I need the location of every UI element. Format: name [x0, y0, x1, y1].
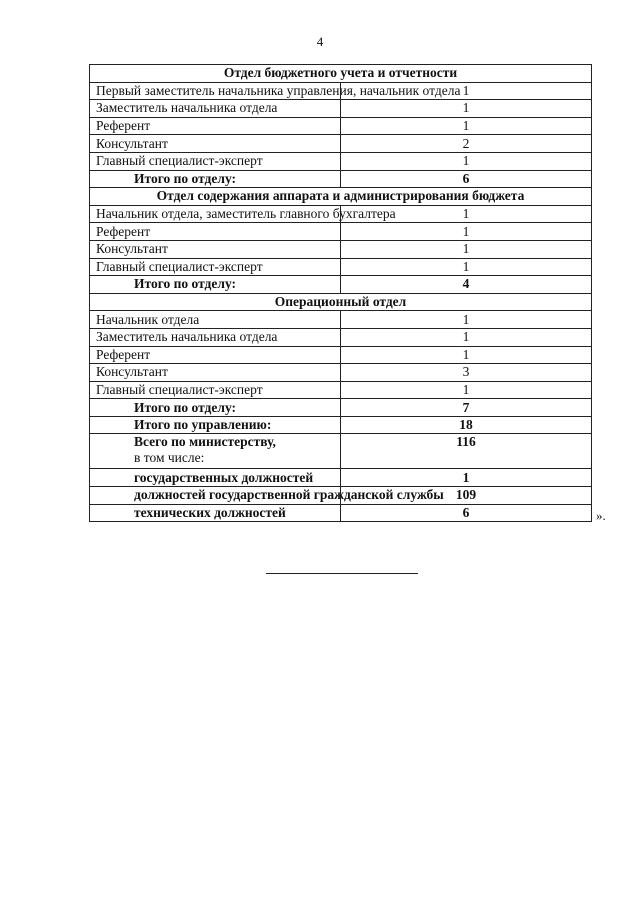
position-name: Консультант [90, 135, 341, 153]
table-row [90, 328, 592, 346]
position-count: 1 [341, 117, 592, 135]
ministry-total-cell [90, 434, 341, 469]
table-row [90, 258, 592, 276]
ministry-total-sub: в том числе: [134, 450, 205, 466]
state-positions-value: 1 [341, 469, 592, 487]
position-name: Начальник отдела [90, 311, 341, 329]
table-row [90, 82, 592, 100]
technical-label: технических должностей [90, 504, 341, 522]
position-count: 1 [341, 205, 592, 223]
section-total-value: 7 [341, 399, 592, 417]
position-count: 1 [341, 328, 592, 346]
table-row [90, 381, 592, 399]
position-count: 1 [341, 311, 592, 329]
position-name: Главный специалист-эксперт [90, 381, 341, 399]
position-name: Заместитель начальника отдела [90, 100, 341, 118]
position-name: Заместитель начальника отдела [90, 328, 341, 346]
position-name: Главный специалист-эксперт [90, 258, 341, 276]
section-total-row [90, 399, 592, 417]
section-title: Отдел бюджетного учета и отчетности [90, 65, 592, 83]
table-row [90, 117, 592, 135]
staff-table [89, 64, 592, 522]
position-count: 1 [341, 381, 592, 399]
ministry-total-value: 116 [341, 434, 592, 469]
section-total-row [90, 170, 592, 188]
ministry-total-row [90, 434, 592, 469]
section-header [90, 188, 592, 206]
position-count: 1 [341, 152, 592, 170]
position-count: 3 [341, 364, 592, 382]
table-row [90, 223, 592, 241]
section-header [90, 293, 592, 311]
section-total-row [90, 276, 592, 294]
position-count: 2 [341, 135, 592, 153]
table-row [90, 311, 592, 329]
position-name: Консультант [90, 364, 341, 382]
technical-value: 6 [341, 504, 592, 522]
table-row [90, 346, 592, 364]
section-total-value: 4 [341, 276, 592, 294]
table-row [90, 240, 592, 258]
civil-service-label: должностей государственной гражданской службы [90, 487, 341, 505]
position-count: 1 [341, 82, 592, 100]
page-number: 4 [316, 34, 324, 49]
position-count: 1 [341, 258, 592, 276]
department-total-row [90, 416, 592, 434]
position-count: 1 [341, 240, 592, 258]
horizontal-rule [266, 573, 418, 574]
position-name: Первый заместитель начальника управления, начальник отдела [90, 82, 341, 100]
department-total-value: 18 [341, 416, 592, 434]
civil-service-value: 109 [341, 487, 592, 505]
civil-service-row [90, 487, 592, 505]
section-total-label: Итого по отделу: [90, 399, 341, 417]
technical-positions-row [90, 504, 592, 522]
section-total-label: Итого по отделу: [90, 276, 341, 294]
position-name: Референт [90, 223, 341, 241]
position-name: Начальник отдела, заместитель главного бухгалтера [90, 205, 341, 223]
ministry-total-label: Всего по министерству, [134, 434, 276, 450]
position-name: Главный специалист-эксперт [90, 152, 341, 170]
table-row [90, 100, 592, 118]
table-row [90, 152, 592, 170]
state-positions-row [90, 469, 592, 487]
section-header [90, 65, 592, 83]
table-row [90, 205, 592, 223]
table-row [90, 135, 592, 153]
section-total-label: Итого по отделу: [90, 170, 341, 188]
position-count: 1 [341, 223, 592, 241]
section-title: Отдел содержания аппарата и администрирования бюджета [90, 188, 592, 206]
table-row [90, 364, 592, 382]
position-count: 1 [341, 100, 592, 118]
position-name: Консультант [90, 240, 341, 258]
position-name: Референт [90, 346, 341, 364]
state-positions-label: государственных должностей [90, 469, 341, 487]
closing-quote-mark: ». [596, 508, 606, 523]
position-name: Референт [90, 117, 341, 135]
section-title: Операционный отдел [90, 293, 592, 311]
position-count: 1 [341, 346, 592, 364]
department-total-label: Итого по управлению: [90, 416, 341, 434]
section-total-value: 6 [341, 170, 592, 188]
